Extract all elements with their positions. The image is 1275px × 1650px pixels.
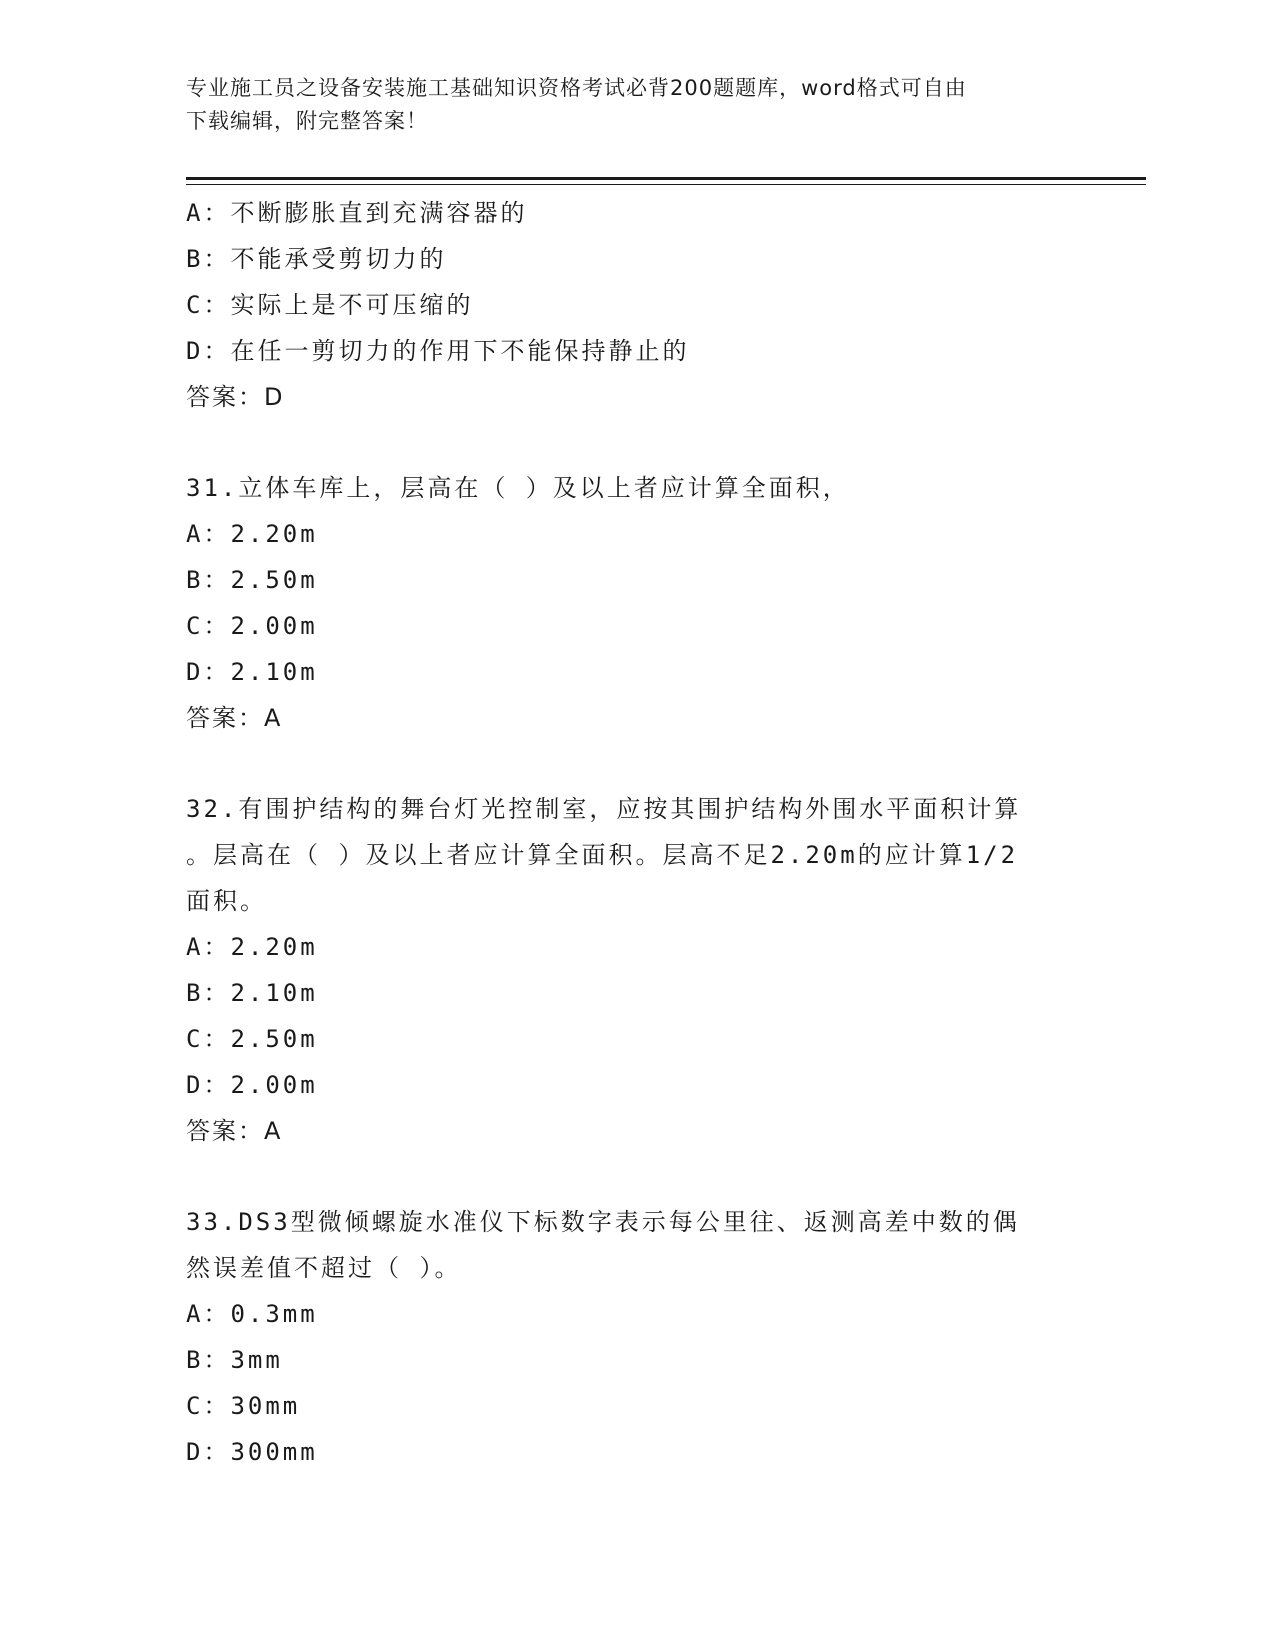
header-line-2: 下载编辑，附完整答案！	[186, 109, 428, 133]
option-d: D：300mm	[186, 1438, 318, 1466]
option-b: B：2.10m	[186, 979, 318, 1007]
option-a: A：0.3mm	[186, 1300, 318, 1328]
document-header	[186, 72, 1066, 138]
option-a: A：2.20m	[186, 933, 318, 961]
question-31	[186, 465, 1066, 741]
question-stem-line-1: 33.DS3型微倾螺旋水准仪下标数字表示每公里往、返测高差中数的偶	[186, 1208, 1020, 1236]
question-stem: 31.立体车库上，层高在（ ）及以上者应计算全面积，	[186, 474, 850, 502]
question-stem-line-2: 然误差值不超过（ ）。	[186, 1254, 462, 1282]
answer-line: 答案：A	[186, 704, 283, 732]
option-a: A：不断膨胀直到充满容器的	[186, 199, 528, 227]
option-c: C：2.50m	[186, 1025, 318, 1053]
option-c: C：实际上是不可压缩的	[186, 291, 474, 319]
option-d: D：2.10m	[186, 658, 318, 686]
header-line-1: 专业施工员之设备安装施工基础知识资格考试必背200题题库，word格式可自由	[186, 76, 967, 100]
option-c: C：30mm	[186, 1392, 301, 1420]
answer-line: 答案：A	[186, 1117, 283, 1145]
option-d: D：2.00m	[186, 1071, 318, 1099]
question-list	[186, 190, 1066, 1475]
header-rule-thick	[186, 177, 1146, 180]
option-b: B：2.50m	[186, 566, 318, 594]
option-d: D：在任一剪切力的作用下不能保持静止的	[186, 337, 690, 365]
question-stem-line-2: 。层高在（ ）及以上者应计算全面积。层高不足2.20m的应计算1/2	[186, 841, 1019, 869]
question-33	[186, 1199, 1066, 1475]
question-stem-line-1: 32.有围护结构的舞台灯光控制室，应按其围护结构外围水平面积计算	[186, 795, 1022, 823]
header-rule-thin	[186, 184, 1146, 185]
option-b: B：3mm	[186, 1346, 283, 1374]
question-32	[186, 786, 1066, 1154]
option-c: C：2.00m	[186, 612, 318, 640]
question-30	[186, 190, 1066, 420]
question-stem-line-3: 面积。	[186, 887, 267, 915]
answer-line: 答案：D	[186, 383, 285, 411]
option-a: A：2.20m	[186, 520, 318, 548]
option-b: B：不能承受剪切力的	[186, 245, 447, 273]
